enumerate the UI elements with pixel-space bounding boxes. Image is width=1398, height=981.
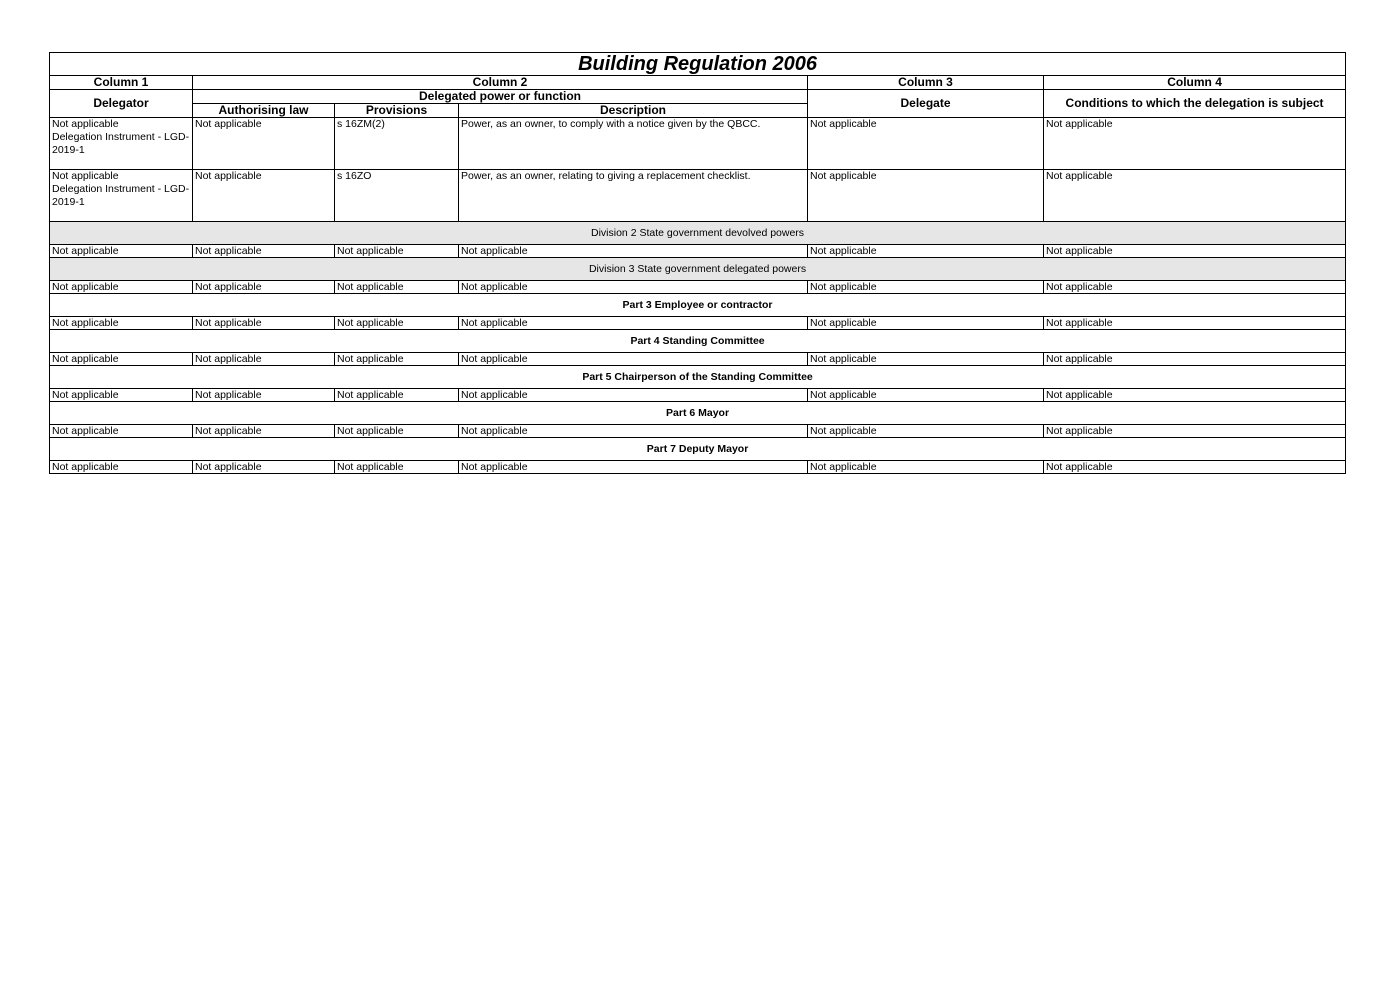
section-heading: Division 3 State government delegated powers [50,258,1346,281]
provisions-cell: Not applicable [335,461,459,474]
delegate-cell: Not applicable [808,170,1044,222]
table-row [50,425,1346,438]
conditions-cell: Not applicable [1044,425,1346,438]
column-number-row [50,76,1346,90]
delegator-cell: Not applicable [50,389,193,402]
description-cell: Not applicable [459,425,808,438]
conditions-header: Conditions to which the delegation is subject [1044,90,1346,118]
conditions-cell: Not applicable [1044,353,1346,366]
delegate-cell: Not applicable [808,317,1044,330]
provisions-cell: Not applicable [335,281,459,294]
delegator-cell [50,118,193,170]
section-heading-row [50,438,1346,461]
delegate-cell: Not applicable [808,353,1044,366]
title-row [50,53,1346,76]
delegated-power-header: Delegated power or function [193,90,808,104]
authorising-law-cell: Not applicable [193,317,335,330]
provisions-cell: s 16ZO [335,170,459,222]
authorising-law-cell: Not applicable [193,245,335,258]
column4-header: Column 4 [1044,76,1346,90]
table-row [50,389,1346,402]
description-cell: Not applicable [459,353,808,366]
description-cell: Not applicable [459,317,808,330]
provisions-cell: Not applicable [335,353,459,366]
section-heading: Part 6 Mayor [50,402,1346,425]
conditions-cell: Not applicable [1044,245,1346,258]
conditions-cell: Not applicable [1044,281,1346,294]
conditions-cell: Not applicable [1044,118,1346,170]
section-heading: Part 7 Deputy Mayor [50,438,1346,461]
provisions-cell: Not applicable [335,245,459,258]
section-heading-row [50,366,1346,389]
provisions-cell: Not applicable [335,425,459,438]
authorising-law-cell: Not applicable [193,389,335,402]
delegator-cell: Not applicable [50,461,193,474]
delegator-cell: Not applicable [50,281,193,294]
conditions-cell: Not applicable [1044,389,1346,402]
conditions-cell: Not applicable [1044,317,1346,330]
provisions-cell: s 16ZM(2) [335,118,459,170]
conditions-cell: Not applicable [1044,170,1346,222]
delegation-table [49,52,1346,474]
delegate-cell: Not applicable [808,281,1044,294]
table-row [50,461,1346,474]
description-cell: Not applicable [459,245,808,258]
section-heading: Division 2 State government devolved powers [50,222,1346,245]
delegator-cell: Not applicable [50,317,193,330]
delegator-cell: Not applicable [50,425,193,438]
authorising-law-cell: Not applicable [193,170,335,222]
provisions-cell: Not applicable [335,389,459,402]
delegate-cell: Not applicable [808,245,1044,258]
column1-header: Column 1 [50,76,193,90]
section-heading: Part 5 Chairperson of the Standing Committee [50,366,1346,389]
authorising-law-cell: Not applicable [193,425,335,438]
delegator-cell [50,170,193,222]
delegate-header: Delegate [808,90,1044,118]
delegator-cell: Not applicable [50,353,193,366]
provisions-header: Provisions [335,104,459,118]
conditions-cell: Not applicable [1044,461,1346,474]
column3-header: Column 3 [808,76,1044,90]
header-row-1 [50,90,1346,104]
section-heading: Part 4 Standing Committee [50,330,1346,353]
delegation-instrument-text: Delegation Instrument - LGD-2019-1 [52,183,190,208]
authorising-law-cell: Not applicable [193,353,335,366]
section-heading-row [50,402,1346,425]
table-row [50,170,1346,222]
description-cell: Not applicable [459,281,808,294]
description-cell: Power, as an owner, to comply with a notice given by the QBCC. [459,118,808,170]
delegator-text: Not applicable [52,118,119,130]
delegator-header: Delegator [50,90,193,118]
table-row [50,281,1346,294]
description-header: Description [459,104,808,118]
section-heading-row [50,222,1346,245]
table-row [50,118,1346,170]
section-heading-row [50,294,1346,317]
description-cell: Power, as an owner, relating to giving a replacement checklist. [459,170,808,222]
table-row [50,317,1346,330]
delegate-cell: Not applicable [808,461,1044,474]
authorising-law-header: Authorising law [193,104,335,118]
column2-header: Column 2 [193,76,808,90]
provisions-cell: Not applicable [335,317,459,330]
section-heading: Part 3 Employee or contractor [50,294,1346,317]
delegator-cell: Not applicable [50,245,193,258]
description-cell: Not applicable [459,389,808,402]
table-row [50,353,1346,366]
delegate-cell: Not applicable [808,425,1044,438]
section-heading-row [50,330,1346,353]
delegator-text: Not applicable [52,170,119,182]
delegation-instrument-text: Delegation Instrument - LGD-2019-1 [52,131,190,156]
authorising-law-cell: Not applicable [193,281,335,294]
document-title: Building Regulation 2006 [50,53,1346,76]
delegate-cell: Not applicable [808,389,1044,402]
description-cell: Not applicable [459,461,808,474]
authorising-law-cell: Not applicable [193,118,335,170]
delegate-cell: Not applicable [808,118,1044,170]
section-heading-row [50,258,1346,281]
authorising-law-cell: Not applicable [193,461,335,474]
table-row [50,245,1346,258]
